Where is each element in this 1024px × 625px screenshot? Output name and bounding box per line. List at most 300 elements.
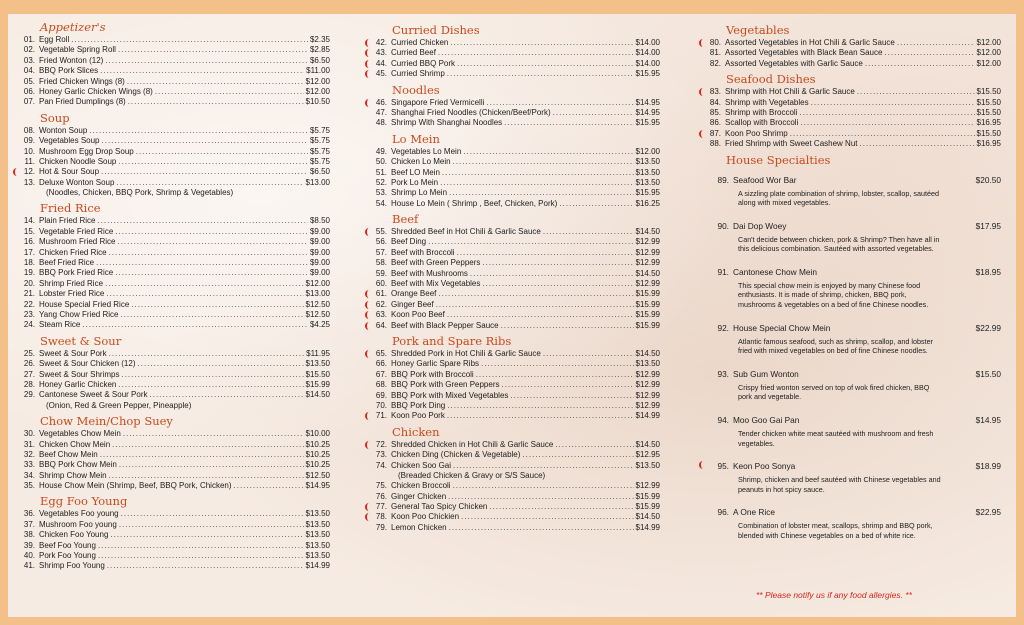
- section-heading: Chicken: [392, 424, 440, 439]
- item-number: 93.: [717, 368, 729, 379]
- menu-item: [698, 38, 1001, 48]
- menu-item: [12, 561, 330, 571]
- item-number: 11.: [24, 156, 35, 166]
- menu-item: [12, 520, 330, 530]
- dot-leader: [790, 129, 975, 139]
- chili-pepper-icon: [365, 311, 371, 319]
- item-price: $15.50: [975, 368, 1001, 379]
- item-number: 75.: [375, 481, 387, 491]
- menu-item: [698, 59, 1001, 69]
- item-price: $15.99: [635, 310, 660, 320]
- dot-leader: [449, 523, 634, 533]
- item-price: $15.95: [635, 69, 660, 79]
- dot-leader: [115, 268, 308, 278]
- menu-item: [364, 461, 660, 471]
- item-name: Pork Foo Young: [39, 551, 96, 561]
- chili-pepper-icon: [365, 49, 371, 57]
- item-name: Shrimp with Vegetables: [725, 97, 809, 107]
- item-name: Chicken Ding (Chicken & Vegetable): [391, 450, 521, 460]
- item-price: $2.85: [309, 45, 330, 55]
- dot-leader: [117, 237, 308, 247]
- item-number: 20.: [23, 278, 35, 288]
- item-number: 37.: [23, 519, 35, 529]
- menu-item: [12, 268, 330, 278]
- item-number: 77.: [375, 502, 387, 512]
- item-name: Chicken Chow Mein: [39, 439, 111, 449]
- menu-item: [698, 220, 1001, 232]
- item-number: 88.: [709, 139, 721, 149]
- item-name: Keon Poo Sonya: [733, 461, 796, 472]
- item-price: $6.50: [309, 55, 330, 65]
- item-number: 33.: [23, 460, 35, 470]
- dot-leader: [96, 258, 308, 268]
- item-price: $15.99: [635, 320, 660, 330]
- menu-item: [698, 174, 1001, 186]
- menu-item: [364, 38, 660, 48]
- item-name: Beef LO Mein: [391, 167, 440, 177]
- dot-leader: [453, 461, 634, 471]
- item-price: $11.95: [306, 348, 330, 358]
- item-price: $14.50: [635, 348, 660, 358]
- item-number: 48.: [375, 118, 387, 128]
- item-price: $4.25: [309, 320, 330, 330]
- dot-leader: [504, 118, 633, 128]
- dot-leader: [857, 87, 975, 97]
- item-price: $13.50: [635, 359, 660, 369]
- item-price: $15.99: [635, 289, 660, 299]
- menu-item: [364, 512, 660, 522]
- item-number: 65.: [375, 348, 387, 358]
- item-price: $14.00: [635, 38, 660, 47]
- dot-leader: [110, 530, 303, 540]
- dot-leader: [489, 502, 633, 512]
- menu-item: [364, 321, 660, 331]
- item-number: 45.: [375, 69, 387, 79]
- item-description: A sizzling plate combination of shrimp, lobster, scallop, sautéed along with mixed vegetables.: [738, 188, 939, 208]
- item-name: Plain Fried Rice: [39, 216, 96, 226]
- item-price: $12.99: [635, 380, 660, 390]
- item-price: $12.50: [305, 470, 330, 480]
- chili-pepper-icon: [365, 70, 371, 78]
- chili-pepper-icon: [699, 88, 705, 96]
- item-description: Can't decide between chicken, pork & Shrimp? Then have all in this delicious combination. Sautéed with assorted vegetables.: [738, 234, 940, 254]
- menu-item: [364, 450, 660, 460]
- dot-leader: [442, 168, 634, 178]
- item-name: Curried BBQ Pork: [391, 58, 456, 68]
- menu-item: [698, 414, 1001, 426]
- section-heading: Chow Mein/Chop Suey: [40, 414, 173, 429]
- item-price: $13.50: [305, 509, 330, 519]
- menu-item: [364, 269, 660, 279]
- dot-leader: [98, 551, 304, 561]
- dot-leader: [543, 227, 634, 237]
- item-name: Koon Poo Chickien: [391, 512, 460, 522]
- menu-item: [364, 108, 660, 118]
- item-price: $13.50: [305, 551, 330, 561]
- menu-item: [364, 258, 660, 268]
- item-price: $8.50: [309, 216, 330, 226]
- item-number: 21.: [23, 289, 35, 299]
- menu-item: [364, 391, 660, 401]
- menu-item: [364, 440, 660, 450]
- item-price: $12.50: [305, 299, 330, 309]
- item-number: 09.: [23, 136, 35, 146]
- item-price: $12.00: [305, 278, 330, 288]
- item-name: BBQ Pork with Mixed Vegetables: [391, 390, 509, 400]
- item-name: Curried Shrimp: [391, 69, 445, 79]
- dot-leader: [553, 108, 634, 118]
- item-price: $13.50: [305, 530, 330, 540]
- menu-item: [12, 56, 330, 66]
- section-heading: Sweet & Sour: [40, 333, 122, 348]
- item-price: $15.99: [305, 379, 330, 389]
- menu-item: [12, 227, 330, 237]
- item-name: Dai Dop Woey: [733, 220, 787, 231]
- item-name: Sweet & Sour Pork: [39, 348, 107, 358]
- item-number: 17.: [23, 247, 35, 257]
- item-name: Honey Garlic Chicken Wings (8): [39, 86, 153, 96]
- item-note: (Noodles, Chicken, BBQ Pork, Shrimp & Vegetables): [46, 188, 234, 198]
- specialty-item: [698, 506, 1001, 540]
- dot-leader: [447, 401, 633, 411]
- item-number: 43.: [375, 48, 387, 58]
- dot-leader: [865, 59, 975, 69]
- chili-pepper-icon: [13, 168, 19, 176]
- dot-leader: [100, 450, 304, 460]
- item-number: 62.: [375, 299, 387, 309]
- item-number: 68.: [375, 380, 387, 390]
- item-price: $13.50: [635, 460, 660, 470]
- item-price: $18.95: [975, 266, 1001, 277]
- dot-leader: [82, 320, 308, 330]
- dot-leader: [457, 248, 634, 258]
- item-name: Beef Foo Young: [39, 540, 96, 550]
- item-name: Koon Poo Beef: [391, 310, 445, 320]
- item-number: 79.: [375, 522, 387, 532]
- item-name: BBQ Pork with Green Peppers: [391, 380, 500, 390]
- menu-item: [698, 506, 1001, 518]
- dot-leader: [799, 108, 974, 118]
- item-name: Egg Roll: [39, 35, 70, 44]
- item-number: 06.: [23, 86, 35, 96]
- item-number: 54.: [375, 198, 387, 208]
- item-number: 19.: [23, 268, 35, 278]
- menu-item: [12, 429, 330, 439]
- menu-item: [364, 481, 660, 491]
- item-price: $12.99: [635, 369, 660, 379]
- item-price: $9.00: [309, 247, 330, 257]
- item-name: Shrimp With Shanghai Noodles: [391, 118, 503, 128]
- dot-leader: [234, 481, 304, 491]
- item-price: $15.50: [976, 87, 1001, 97]
- dot-leader: [119, 520, 304, 530]
- menu-item: [364, 178, 660, 188]
- item-price: $9.00: [309, 258, 330, 268]
- item-name: Shanghai Fried Noodles (Chicken/Beef/Pork): [391, 107, 551, 117]
- menu-item: [12, 87, 330, 97]
- dot-leader: [138, 359, 304, 369]
- dot-leader: [438, 48, 634, 58]
- item-number: 94.: [717, 415, 729, 426]
- dot-leader: [800, 118, 974, 128]
- item-price: $13.50: [305, 519, 330, 529]
- item-name: House Special Fried Rice: [39, 299, 130, 309]
- chili-pepper-icon: [365, 441, 371, 449]
- chili-pepper-icon: [365, 228, 371, 236]
- specialty-item: [698, 266, 1001, 310]
- item-price: $9.00: [309, 237, 330, 247]
- item-name: Shrimp Fried Rice: [39, 278, 104, 288]
- item-price: $12.99: [635, 237, 660, 247]
- item-price: $14.50: [305, 390, 330, 400]
- menu-item: [12, 157, 330, 167]
- item-number: 10.: [23, 146, 35, 156]
- menu-item: [364, 98, 660, 108]
- dot-leader: [486, 98, 633, 108]
- menu-column-1: [12, 20, 330, 572]
- menu-item: [698, 48, 1001, 58]
- dot-leader: [121, 370, 303, 380]
- item-price: $5.75: [309, 136, 330, 146]
- item-price: $17.95: [975, 220, 1001, 231]
- item-name: House Chow Mein (Shrimp, Beef, BBQ Pork, Chicken): [39, 481, 232, 491]
- item-number: 55.: [375, 227, 387, 237]
- chili-pepper-icon: [365, 503, 371, 511]
- item-number: 15.: [23, 226, 35, 236]
- item-number: 84.: [709, 97, 721, 107]
- item-name: Sweet & Sour Shrimps: [39, 369, 120, 379]
- dot-leader: [120, 310, 303, 320]
- item-price: $22.99: [975, 322, 1001, 333]
- item-name: Honey Garlic Spare Ribs: [391, 359, 480, 369]
- chili-pepper-icon: [365, 301, 371, 309]
- item-price: $14.00: [635, 58, 660, 68]
- chili-pepper-icon: [699, 39, 705, 47]
- item-number: 44.: [375, 58, 387, 68]
- dot-leader: [543, 349, 634, 359]
- menu-item: [364, 227, 660, 237]
- menu-item: [364, 188, 660, 198]
- menu-item: [12, 258, 330, 268]
- item-name: Shrimp Foo Young: [39, 561, 105, 571]
- item-number: 38.: [23, 530, 35, 540]
- menu-item: [12, 289, 330, 299]
- dot-leader: [118, 45, 308, 55]
- item-price: $13.50: [635, 167, 660, 177]
- chili-pepper-icon: [365, 350, 371, 358]
- item-name: Shredded Pork in Hot Chili & Garlic Sauce: [391, 348, 541, 358]
- item-price: $13.00: [305, 289, 330, 299]
- section-heading: Egg Foo Young: [40, 494, 128, 509]
- menu-item: [364, 502, 660, 512]
- menu-item: [364, 289, 660, 299]
- item-price: $12.00: [976, 58, 1001, 68]
- item-price: $14.95: [635, 97, 660, 107]
- dot-leader: [559, 199, 633, 209]
- section-heading: Seafood Dishes: [726, 72, 816, 87]
- dot-leader: [450, 38, 633, 48]
- menu-item: [364, 237, 660, 247]
- item-price: $12.00: [976, 38, 1001, 47]
- item-number: 41.: [23, 561, 35, 571]
- dot-leader: [109, 248, 308, 258]
- item-name: Beef with Green Peppers: [391, 258, 481, 268]
- specialty-item: [698, 414, 1001, 448]
- item-name: Curried Chicken: [391, 38, 449, 47]
- section-heading: Appetizer's: [40, 20, 106, 34]
- item-number: 82.: [709, 58, 721, 68]
- item-number: 39.: [23, 540, 35, 550]
- item-number: 13.: [23, 177, 35, 187]
- menu-item: [12, 380, 330, 390]
- item-number: 24.: [23, 320, 35, 330]
- item-name: Beef with Mushrooms: [391, 268, 468, 278]
- item-name: BBQ Pork Slices: [39, 66, 99, 76]
- menu-item: [12, 279, 330, 289]
- item-number: 85.: [709, 107, 721, 117]
- section-heading: Fried Rice: [40, 201, 101, 216]
- dot-leader: [897, 38, 975, 48]
- dot-leader: [118, 157, 308, 167]
- menu-item: [364, 157, 660, 167]
- menu-item: [364, 147, 660, 157]
- item-name: Steam Rice: [39, 320, 81, 330]
- item-number: 72.: [375, 439, 387, 449]
- item-number: 04.: [23, 66, 35, 76]
- item-price: $12.99: [635, 481, 660, 491]
- item-price: $10.25: [305, 449, 330, 459]
- menu-item: [698, 460, 1001, 472]
- dot-leader: [115, 227, 308, 237]
- item-name: Chicken Lo Mein: [391, 157, 451, 167]
- item-name: BBQ Pork Ding: [391, 400, 446, 410]
- item-number: 87.: [709, 128, 721, 138]
- item-number: 53.: [375, 188, 387, 198]
- item-name: Pan Fried Dumplings (8): [39, 97, 126, 107]
- item-name: Beef Chow Mein: [39, 449, 98, 459]
- item-number: 28.: [23, 379, 35, 389]
- menu-item: [698, 87, 1001, 97]
- menu-page: [8, 14, 1016, 617]
- menu-item: [12, 471, 330, 481]
- item-number: 31.: [23, 439, 35, 449]
- item-number: 16.: [23, 237, 35, 247]
- item-number: 71.: [375, 411, 387, 421]
- item-price: $14.95: [305, 481, 330, 491]
- item-number: 05.: [23, 76, 35, 86]
- item-price: $10.25: [305, 460, 330, 470]
- item-number: 59.: [375, 268, 387, 278]
- item-name: Vegetable Spring Roll: [39, 45, 116, 55]
- item-description: Atlantic famous seafood, such as shrimp, scallop, and lobster fried with mixed vegetables on bed of fine Chinese noodles.: [738, 336, 933, 356]
- item-price: $5.75: [309, 146, 330, 156]
- item-description: Tender chicken white meat sautéed with mushroom and fresh vegetables.: [738, 429, 934, 448]
- menu-item: [12, 178, 330, 188]
- item-name: Shredded Beef in Hot Chili & Garlic Sauce: [391, 227, 541, 237]
- item-name: Beef Fried Rice: [39, 258, 95, 268]
- item-price: $12.00: [976, 48, 1001, 58]
- item-name: Sweet & Sour Chicken (12): [39, 359, 136, 369]
- menu-item: [364, 411, 660, 421]
- menu-item: [12, 541, 330, 551]
- dot-leader: [438, 289, 633, 299]
- item-price: $12.99: [635, 279, 660, 289]
- dot-leader: [118, 380, 303, 390]
- item-name: Beef with Black Pepper Sauce: [391, 320, 499, 330]
- item-price: $12.99: [635, 247, 660, 257]
- item-name: Chicken Noodle Soup: [39, 156, 117, 166]
- item-number: 89.: [717, 174, 729, 185]
- item-name: Shrimp with Hot Chili & Garlic Sauce: [725, 87, 855, 97]
- chili-pepper-icon: [699, 130, 705, 138]
- dot-leader: [98, 541, 304, 551]
- allergy-notice: ** Please notify us if any food allergies. **: [756, 590, 912, 600]
- item-price: $22.95: [975, 507, 1001, 518]
- item-price: $14.99: [305, 561, 330, 571]
- menu-item: [12, 97, 330, 107]
- dot-leader: [105, 56, 308, 66]
- section-heading: Pork and Spare Ribs: [392, 333, 512, 348]
- item-number: 01.: [23, 35, 35, 44]
- item-name: General Tao Spicy Chicken: [391, 502, 488, 512]
- item-number: 32.: [23, 449, 35, 459]
- specialty-item: [698, 174, 1001, 208]
- item-number: 25.: [23, 348, 35, 358]
- dot-leader: [463, 147, 633, 157]
- dot-leader: [476, 370, 634, 380]
- item-price: $13.50: [635, 157, 660, 167]
- item-price: $14.50: [635, 268, 660, 278]
- item-number: 52.: [375, 177, 387, 187]
- item-name: Vegetables Foo young: [39, 509, 119, 519]
- item-price: $14.50: [635, 439, 660, 449]
- item-number: 56.: [375, 237, 387, 247]
- item-name: Chicken Soo Gai: [391, 460, 452, 470]
- dot-leader: [453, 481, 634, 491]
- item-number: 96.: [717, 507, 729, 518]
- item-price: $14.50: [635, 512, 660, 522]
- item-number: 60.: [375, 279, 387, 289]
- menu-item: [364, 359, 660, 369]
- item-name: Fried Chicken Wings (8): [39, 76, 125, 86]
- item-price: $9.00: [309, 226, 330, 236]
- item-number: 78.: [375, 512, 387, 522]
- item-number: 18.: [23, 258, 35, 268]
- item-description: Shrimp, chicken and beef sautéed with Chinese vegetables and peanuts in hot spicy sauce.: [738, 475, 941, 494]
- item-note: (Breaded Chicken & Gravy or S/S Sauce): [398, 470, 546, 480]
- item-price: $15.50: [976, 97, 1001, 107]
- item-price: $15.99: [635, 299, 660, 309]
- item-name: Seafood Wor Bar: [733, 174, 797, 185]
- item-name: Vegetables Chow Mein: [39, 429, 121, 439]
- menu-item: [364, 401, 660, 411]
- dot-leader: [436, 300, 634, 310]
- item-number: 74.: [375, 460, 387, 470]
- dot-leader: [447, 411, 634, 421]
- menu-item: [364, 370, 660, 380]
- item-price: $15.99: [635, 491, 660, 501]
- item-number: 64.: [375, 320, 387, 330]
- menu-item: [12, 450, 330, 460]
- item-number: 63.: [375, 310, 387, 320]
- item-price: $12.00: [305, 86, 330, 96]
- item-number: 49.: [375, 146, 387, 156]
- item-name: Lobster Fried Rice: [39, 289, 105, 299]
- item-price: $15.50: [976, 107, 1001, 117]
- item-name: A One Rice: [733, 507, 775, 518]
- item-name: BBQ Pork Chow Mein: [39, 460, 117, 470]
- item-price: $15.50: [976, 128, 1001, 138]
